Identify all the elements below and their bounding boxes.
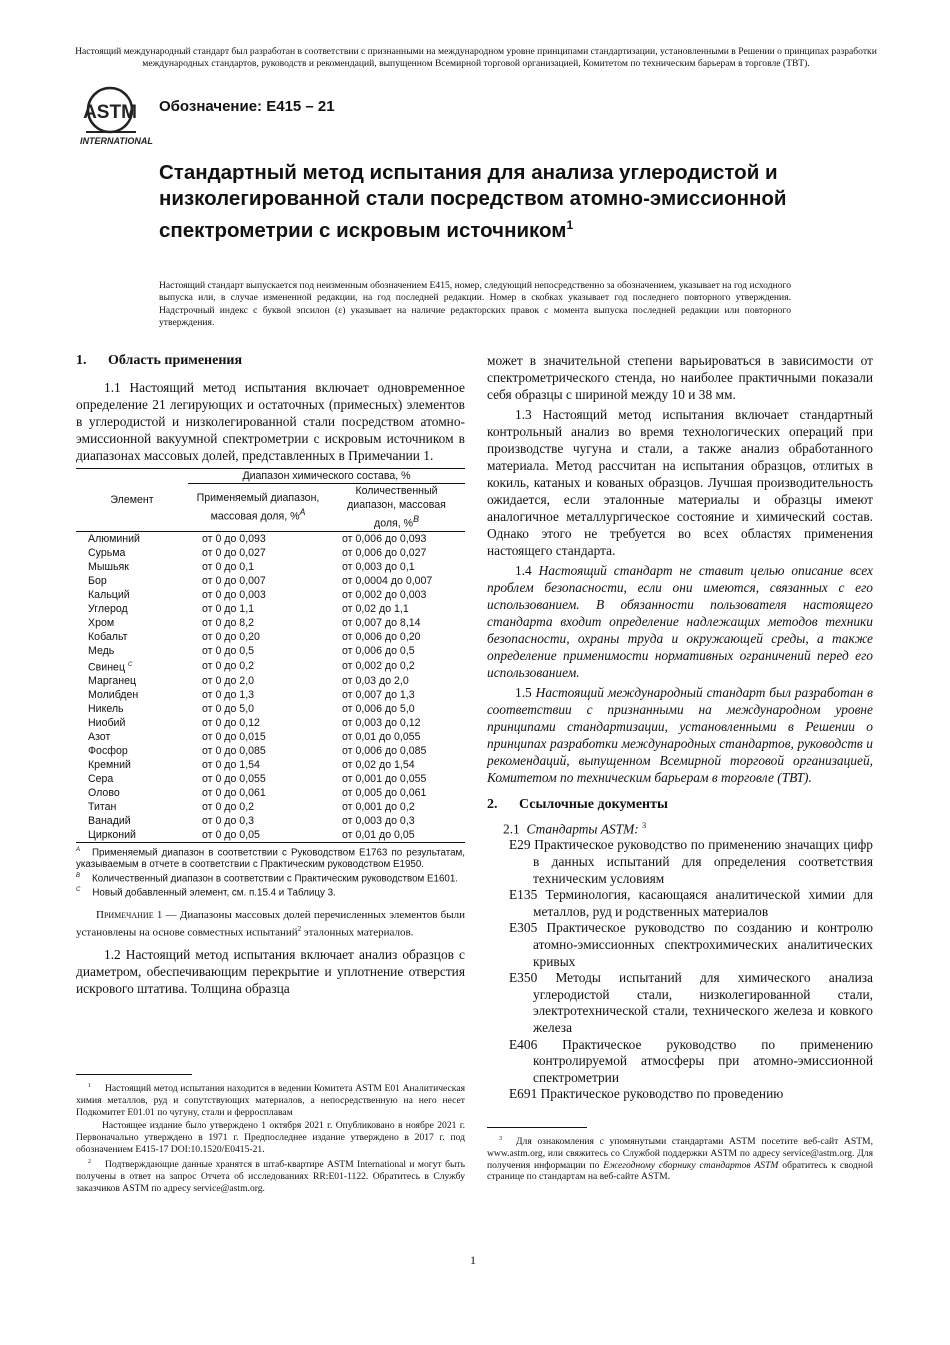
issue-note: Настоящий стандарт выпускается под неизменным обозначением E415, номер, следующий непосредственно за обозначением, указывает на год исходного выпуска или, в случае измененной редакции, на год последней редакции. Номер в скобках указывает год последнего повторного утверждения. Надстрочный индекс с буквой эпсилон (ε) указывает на наличие редакторских правок с момента выпуска последней редакции или повторного утверждения. [159,280,791,328]
cell-element: Молибден [88,689,139,702]
cell-applicable: от 0 до 2,0 [202,675,255,688]
cell-element: Хром [88,616,115,629]
table-note: $^A$ Применяемый диапазон в соответствии с Руководством E1763 по результатам, указываемым в отчете в соответствии с Практическим руководством E1950. [76,847,465,871]
cell-applicable: от 0 до 0,12 [202,717,260,730]
cell-applicable: от 0 до 0,007 [202,574,266,587]
reference-item: E350 Методы испытаний для химического анализа углеродистой стали, низколегированной стали, электротехнической стали, технического железа и ковкого железа [509,970,873,1035]
footnote-separator-left [76,1074,192,1075]
cell-applicable: от 0 до 1,54 [202,759,260,772]
cell-applicable: от 0 до 0,5 [202,644,255,657]
table-row [76,602,465,616]
cell-element: Цирконий [88,829,136,842]
cell-quantitative: от 0,03 до 2,0 [342,675,409,688]
note-1-label: Примечание 1 [96,909,163,922]
table-row [76,786,465,800]
title-text: Стандартный метод испытания для анализа углеродистой и низколегированной стали посредством атомно-эмиссионной спектрометрии с искровым источником [159,161,787,242]
table-row [76,758,465,772]
cell-element: Мышьяк [88,560,129,573]
astm-logo-mark [78,84,154,152]
table-row [76,716,465,730]
table-row [76,546,465,560]
header-element: Элемент [76,469,188,532]
cell-quantitative: от 0,006 до 0,085 [342,745,427,758]
cell-element: Медь [88,644,115,657]
cell-element: Титан [88,801,117,814]
table-row [76,744,465,758]
table-row [76,658,465,675]
footnote-1-edition: Настоящее издание было утверждено 1 октября 2021 г. Опубликовано в ноябре 2021 г. Первоначально утверждено в 1971 г. Предпоследнее издание утверждено в 2017 г. под обозначением E415-17 DOI:10.1520/E0415-21. [76,1120,465,1155]
section-1-heading [76,352,465,369]
cell-applicable: от 0 до 0,061 [202,787,266,800]
cell-quantitative: от 0,01 до 0,05 [342,829,415,842]
cell-applicable: от 0 до 0,2 [202,659,255,672]
table-note: $^C$ Новый добавленный элемент, см. п.15.4 и Таблицу 3. [76,886,336,899]
table-row [76,800,465,814]
table-row [76,616,465,630]
cell-applicable: от 0 до 0,20 [202,630,260,643]
cell-element: Ниобий [88,717,126,730]
header-quantitative-range: Количественный диапазон, массовая доля, %$^B$ [328,484,465,532]
section-1-number: 1. [76,353,87,368]
international-standard-notice: Настоящий международный стандарт был разработан в соответствии с признанными на международном уровне принципами стандартизации, установленными в Решении о принципах разработки международных стандартов, руководств и рекомендаций, выпущенном Всемирной торговой организацией, Комитетом по техническим барьерам в торговле (ТВТ). [75,46,877,69]
table-row [76,588,465,602]
cell-element: Азот [88,731,111,744]
cell-applicable: от 0 до 1,3 [202,689,255,702]
footnote-2: $^2$ Подтверждающие данные хранятся в штаб-квартире ASTM International и могут быть получены в ответ на запрос Отчета об исследованиях RR:E01-1122. Обратитесь в Службу заказчиков ASTM по адресу service@astm.org. [76,1159,465,1194]
note-1-tail: эталонных материалов. [301,926,414,939]
section-2-heading [487,796,873,813]
cell-quantitative: от 0,006 до 0,093 [342,532,427,545]
section-2-title: Ссылочные документы [519,797,668,812]
reference-item: E406 Практическое руководство по применению контролируемой атмосферы при атомно-эмиссионной спектрометрии [509,1036,873,1085]
cell-applicable: от 0 до 5,0 [202,703,255,716]
right-column [487,352,873,1103]
cell-quantitative: от 0,007 до 1,3 [342,689,415,702]
cell-applicable: от 0 до 8,2 [202,616,255,629]
cell-element: Сурьма [88,546,126,559]
table-notes-list [76,845,465,899]
cell-quantitative: от 0,005 до 0,061 [342,787,427,800]
element-note-mark: C [127,661,133,668]
note-1-text: — Диапазоны массовых долей перечисленных элементов были установлены на основе совместных испытаний [76,909,466,939]
cell-quantitative: от 0,007 до 8,14 [342,616,421,629]
reference-item: E29 Практическое руководство по применению значащих цифр в данных испытаний для определения соответствия техническим условиям [509,837,873,886]
cell-quantitative: от 0,006 до 0,027 [342,546,427,559]
left-footnotes [76,1081,465,1195]
reference-item: E305 Практическое руководство по созданию и контролю атомно-эмиссионных спектрохимических аналитических кривых [509,920,873,969]
svg-text:INTERNATIONAL: INTERNATIONAL [80,136,153,146]
reference-item: E691 Практическое руководство по проведению [509,1086,784,1102]
designation: Обозначение: E415 – 21 [159,98,335,115]
cell-quantitative: от 0,001 до 0,2 [342,801,415,814]
cell-applicable: от 0 до 0,1 [202,560,255,573]
cell-element: Олово [88,787,120,800]
chemical-range-table [76,468,465,843]
cell-applicable: от 0 до 0,05 [202,829,260,842]
footnote-1: $^1$ Настоящий метод испытания находится в ведении Комитета ASTM E01 Аналитическая химия металлов, руд и сопутствующих материалов, а непосредственную на него несет Подкомитет E01.01 по чугуну, стали и ферросплавам [76,1083,465,1118]
cell-applicable: от 0 до 0,015 [202,731,266,744]
cell-quantitative: от 0,02 до 1,1 [342,602,409,615]
table-row [76,531,465,546]
footnote-3: $^3$ Для ознакомления с упомянутыми стандартами ASTM посетите веб-сайт ASTM, www.astm.org, или свяжитесь со Службой поддержки ASTM по адресу service@astm.org. Для получения информации по Ежегодному сборнику стандартов ASTM обратитесь к сводной странице по стандартам на веб-сайте ASTM. [487,1136,874,1183]
cell-quantitative: от 0,003 до 0,3 [342,815,415,828]
table-row [76,630,465,644]
paragraph-1-4: 1.4 Настоящий стандарт не ставит целью описание всех проблем безопасности, если они имеются, связанных с его использованием. В обязанности пользователя настоящего стандарта входит определение надлежащих методов техники безопасности, охраны труда и окружающей среды, а также определение применимости нормативных ограничений перед его использованием. [487,563,873,680]
reference-list [487,837,873,1103]
section-1-title: Область применения [108,353,243,368]
cell-quantitative: от 0,006 до 5,0 [342,703,415,716]
page-number: 1 [470,1253,476,1267]
cell-quantitative: от 0,01 до 0,055 [342,731,421,744]
cell-applicable: от 0 до 0,055 [202,773,266,786]
cell-quantitative: от 0,002 до 0,003 [342,588,427,601]
cell-element: Свинец $^C$ [88,661,133,674]
table-row [76,674,465,688]
section-2-number: 2. [487,797,498,812]
cell-applicable: от 0 до 0,3 [202,815,255,828]
cell-applicable: от 0 до 0,003 [202,588,266,601]
cell-applicable: от 0 до 0,085 [202,745,266,758]
cell-quantitative: от 0,002 до 0,2 [342,659,415,672]
cell-applicable: от 0 до 1,1 [202,602,255,615]
paragraph-1-3: 1.3 Настоящий метод испытания включает стандартный контрольный анализ во время технологических операций при производстве чугуна и стали, а также анализ обработанного материала. Метод рассчитан на испытания образцов, отлитых в кокиль, катаных и кованых образцов. Лучшая производительность ожидается, если эталонные материалы и образцы имеют аналогичное металлургическое состояние и химический состав. Однако этого не требуется во всех областях применения настоящего стандарта. [487,407,873,558]
paragraph-1-2-continued: может в значительной степени варьироваться в зависимости от спектрометрического стенда, но наиболее практичными показали себя образцы с шириной между 10 и 38 мм. [487,353,873,402]
cell-element: Ванадий [88,815,131,828]
cell-element: Фосфор [88,745,128,758]
astm-logo [78,84,154,152]
cell-quantitative: от 0,003 до 0,1 [342,560,415,573]
header-range-group: Диапазон химического состава, % [188,469,465,484]
table-row [76,560,465,574]
subsection-2-1: 2.1 Стандарты ASTM: $^3$ [503,821,647,837]
cell-quantitative: от 0,02 до 1,54 [342,759,415,772]
cell-element: Марганец [88,675,137,688]
paragraph-1-5: 1.5 Настоящий международный стандарт был разработан в соответствии с признанными на международном уровне принципами стандартизации, установленными в Решении о принципах разработки международных стандартов, руководств и рекомендаций, выпущенном Всемирной торговой организацией, Комитетом по техническим барьерам в торговле (ТВТ). [487,685,873,785]
svg-text:ASTM: ASTM [83,102,137,123]
note-1 [76,909,465,940]
table-row [76,644,465,658]
cell-quantitative: от 0,001 до 0,055 [342,773,427,786]
cell-quantitative: от 0,006 до 0,20 [342,630,421,643]
cell-element: Кремний [88,759,131,772]
table-row [76,702,465,716]
document-title [159,160,839,244]
table-row [76,772,465,786]
cell-applicable: от 0 до 0,093 [202,532,266,545]
table-row [76,730,465,744]
cell-element: Кальций [88,588,130,601]
cell-quantitative: от 0,003 до 0,12 [342,717,421,730]
reference-item: E135 Терминология, касающаяся аналитической химии для металлов, руд и родственных материалов [509,887,873,919]
table-notes [76,845,465,899]
table-row [76,814,465,828]
paragraph-1-1: 1.1 Настоящий метод испытания включает одновременное определение 21 легирующих и остаточных (примесных) элементов в углеродистой и низколегированной стали посредством атомно-эмиссионной вакуумной спектрометрии с искровым источником в диапазонах массовых долей, представленных в Примечании 1. [76,380,465,463]
cell-element: Алюминий [88,532,140,545]
cell-element: Углерод [88,602,128,615]
cell-element: Никель [88,703,124,716]
note-1-sup: 2 [297,924,302,933]
cell-element: Сера [88,773,114,786]
cell-quantitative: от 0,0004 до 0,007 [342,574,433,587]
table-row [76,828,465,843]
table-row [76,574,465,588]
table-note: $^B$ Количественный диапазон в соответствии с Практическим руководством E1601. [76,872,459,885]
footnote-separator-right [487,1127,587,1128]
cell-element: Кобальт [88,630,128,643]
left-column [76,352,465,997]
title-footnote-mark: 1 [566,218,574,232]
cell-applicable: от 0 до 0,2 [202,801,255,814]
cell-quantitative: от 0,006 до 0,5 [342,644,415,657]
header-applicable-range: Применяемый диапазон, массовая доля, %$^A$ [188,484,328,532]
cell-element: Бор [88,574,107,587]
cell-applicable: от 0 до 0,027 [202,546,266,559]
paragraph-1-2: 1.2 Настоящий метод испытания включает анализ образцов с диаметром, обеспечивающим перекрытие и уплотнение отверстия искрового штатива. Толщина образца [76,946,465,996]
table-row [76,688,465,702]
